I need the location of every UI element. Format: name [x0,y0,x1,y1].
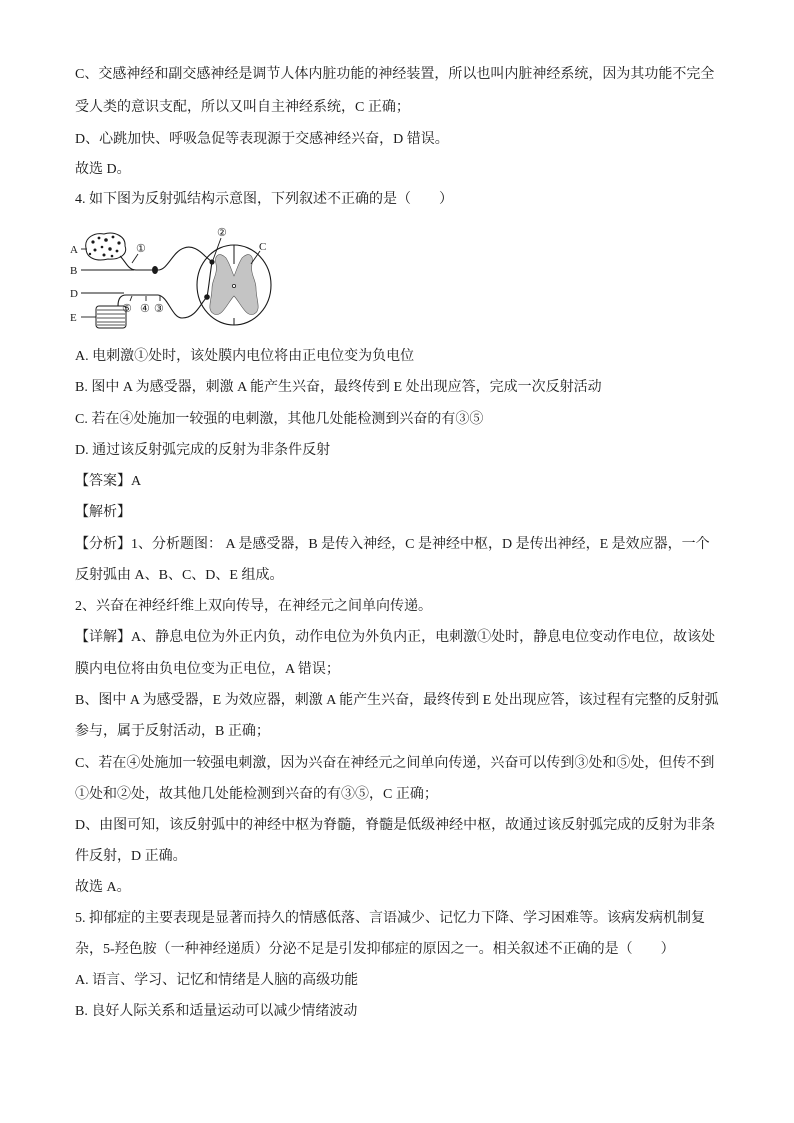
label-1: ① [136,243,146,255]
label-1-pointer [132,254,138,263]
question-4-option-d: D. 通过该反射弧完成的反射为非条件反射 [75,443,331,458]
question-4-choice: 故选 A。 [75,880,131,895]
label-4: ④ [140,303,150,315]
analysis-line-3: 2、兴奋在神经纤维上双向传导，在神经元之间单向传递。 [75,599,432,614]
question-4-option-b: B. 图中 A 为感受器，刺激 A 能产生兴奋，最终传到 E 处出现应答，完成一次反射活动 [75,380,602,395]
detail-line-4: 参与，属于反射活动，B 正确； [75,724,270,739]
label-3: ③ [154,303,164,315]
analysis-line-1: 【分析】1、分析题图： A 是感受器，B 是传入神经，C 是神经中枢，D 是传出神经，E 是效应器，一个 [75,537,710,552]
detail-line-3: B、图中 A 为感受器，E 为效应器，刺激 A 能产生兴奋，最终传到 E 处出现应答，该过程有完整的反射弧 [75,693,719,708]
afferent-nerve-fiber [120,247,212,270]
analysis-line-2: 反射弧由 A、B、C、D、E 组成。 [75,568,284,583]
label-c: C [259,241,267,253]
question-5-stem-line-1: 5. 抑郁症的主要表现是显著而持久的情感低落、言语减少、记忆力下降、学习困难等。该病发病机制复 [75,911,705,926]
reflex-arc-diagram [68,222,280,334]
question-5-option-b: B. 良好人际关系和适量运动可以减少情绪波动 [75,1004,358,1019]
interneuron-cell-body [209,259,214,264]
label-a: A [70,244,78,256]
detail-line-2: 膜内电位将由负电位变为正电位，A 错误； [75,662,340,677]
prev-option-c-line-2: 受人类的意识支配，所以又叫自主神经系统，C 正确； [75,100,410,115]
label-b: B [70,265,78,277]
prev-option-c-line-1: C、交感神经和副交感神经是调节人体内脏功能的神经装置，所以也叫内脏神经系统，因为其功能不完全 [75,67,715,82]
detail-line-8: 件反射，D 正确。 [75,849,187,864]
question-4-stem: 4. 如下图为反射弧结构示意图，下列叙述不正确的是（ ） [75,192,453,207]
detail-line-7: D、由图可知，该反射弧中的神经中枢为脊髓，脊髓是低级神经中枢，故通过该反射弧完成的反射为非条 [75,818,716,833]
label-5: ⑤ [122,303,132,315]
question-4-option-c: C. 若在④处施加一较强的电刺激，其他几处能检测到兴奋的有③⑤ [75,412,484,427]
detail-line-5: C、若在④处施加一较强电刺激，因为兴奋在神经元之间单向传递，兴奋可以传到③处和⑤处，但传不到 [75,756,715,771]
prev-choice: 故选 D。 [75,162,131,177]
label-d: D [70,288,78,300]
detail-line-6: ①处和②处，故其他几处能检测到兴奋的有③⑤，C 正确； [75,787,438,802]
question-5-stem-line-2: 杂，5-羟色胺（一种神经递质）分泌不足是引发抑郁症的原因之一。相关叙述不正确的是（ ） [75,942,675,957]
question-4-answer: 【答案】A [75,474,142,489]
detail-line-1: 【详解】A、静息电位为外正内负，动作电位为外负内正，电刺激①处时，静息电位变动作电位，故该处 [75,630,716,645]
label-e: E [70,312,77,324]
label-2: ② [217,227,227,239]
prev-option-d: D、心跳加快、呼吸急促等表现源于交感神经兴奋，D 错误。 [75,132,449,147]
label-5-pointer [130,296,132,301]
spinal-cord-shape [197,245,271,325]
ganglion-cell-body [152,266,158,274]
question-4-option-a: A. 电刺激①处时，该处膜内电位将由正电位变为负电位 [75,349,415,364]
receptor-shape [86,233,126,260]
question-4-analysis-heading: 【解析】 [75,505,131,520]
question-5-option-a: A. 语言、学习、记忆和情绪是人脑的高级功能 [75,973,359,988]
